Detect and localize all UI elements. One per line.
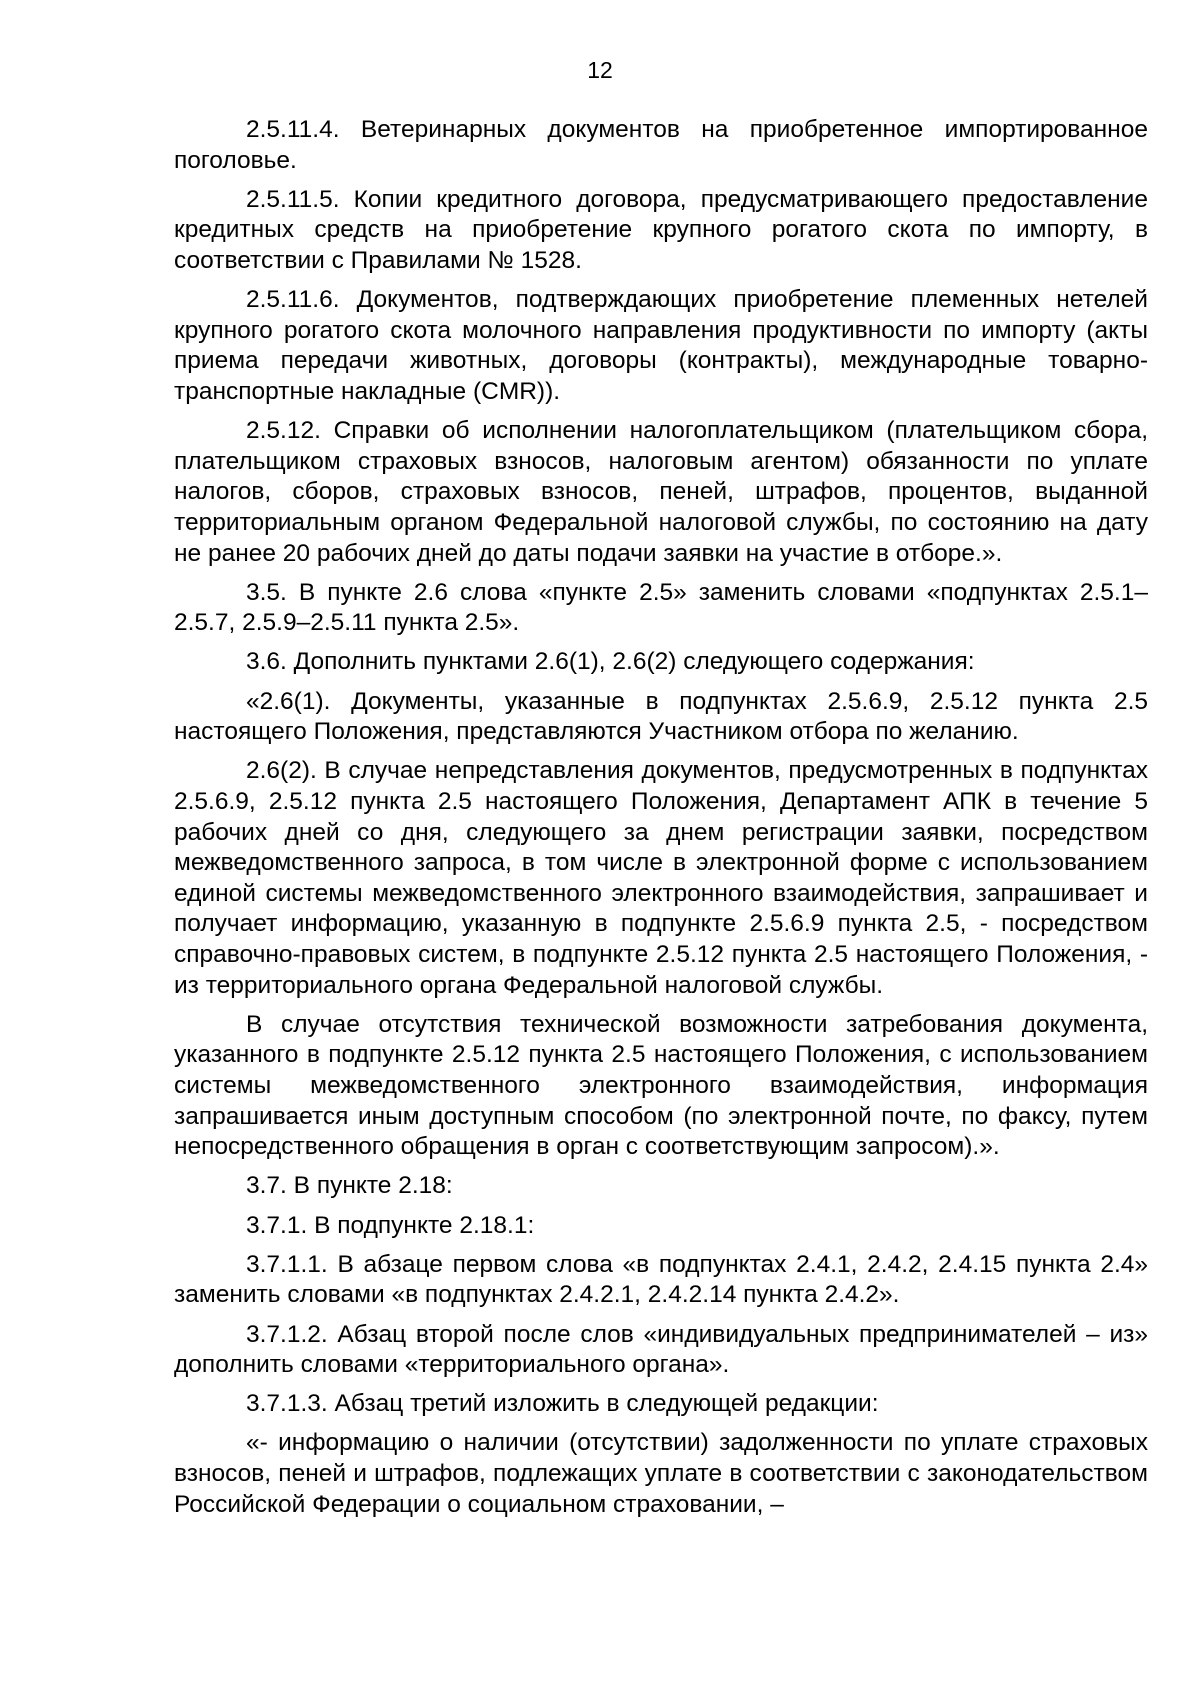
paragraph-2-6-1: «2.6(1). Документы, указанные в подпунктах 2.5.6.9, 2.5.12 пункта 2.5 настоящего Положения, представляются Участником отбора по желанию. bbox=[174, 687, 1148, 746]
paragraph-2-5-12: 2.5.12. Справки об исполнении налогоплательщиком (плательщиком сбора, плательщиком страховых взносов, налоговым агентом) обязанности по уплате налогов, сборов, страховых взносов, пеней, штрафов, процентов, выданной территориальным органом Федеральной налоговой службы, по состоянию на дату не ранее 20 рабочих дней до даты подачи заявки на участие в отборе.». bbox=[174, 417, 1148, 567]
paragraph-3-7-1: 3.7.1. В подпункте 2.18.1: bbox=[246, 1211, 535, 1239]
paragraph-3-6: 3.6. Дополнить пунктами 2.6(1), 2.6(2) следующего содержания: bbox=[246, 648, 975, 676]
paragraph-technical-absence: В случае отсутствия технической возможности затребования документа, указанного в подпункте 2.5.12 пункта 2.5 настоящего Положения, с использованием системы межведомственного электронного взаимодействия, информация запрашивается иным доступным способом (по электронной почте, по факсу, путем непосредственного обращения в орган с соответствующим запросом).». bbox=[174, 1010, 1148, 1161]
paragraph-3-5: 3.5. В пункте 2.6 слова «пункте 2.5» заменить словами «подпунктах 2.5.1–2.5.7, 2.5.9–2.5.11 пункта 2.5». bbox=[174, 578, 1148, 637]
paragraph-2-5-11-6: 2.5.11.6. Документов, подтверждающих приобретение племенных нетелей крупного рогатого скота молочного направления продуктивности по импорту (акты приема передачи животных, договоры (контракты), международные товарно-транспортные накладные (CMR)). bbox=[174, 286, 1148, 405]
paragraph-2-5-11-5: 2.5.11.5. Копии кредитного договора, предусматривающего предоставление кредитных средств на приобретение крупного рогатого скота по импорту, в соответствии с Правилами № 1528. bbox=[174, 185, 1148, 274]
paragraph-2-5-11-4: 2.5.11.4. Ветеринарных документов на приобретенное импортированное поголовье. bbox=[174, 116, 1148, 174]
paragraph-3-7-1-1: 3.7.1.1. В абзаце первом слова «в подпунктах 2.4.1, 2.4.2, 2.4.15 пункта 2.4» заменить словами «в подпунктах 2.4.2.1, 2.4.2.14 пункта 2.4.2». bbox=[174, 1250, 1148, 1309]
paragraph-2-6-2: 2.6(2). В случае непредставления документов, предусмотренных в подпунктах 2.5.6.9, 2.5.12 пункта 2.5 настоящего Положения, Департамент АПК в течение 5 рабочих дней со дня, следующего за днем регистрации заявки, посредством межведомственного запроса, в том числе в электронной форме с использованием единой системы межведомственного электронного взаимодействия, запрашивает и получает информацию, указанную в подпункте 2.5.6.9 пункта 2.5, - посредством справочно-правовых систем, в подпункте 2.5.12 пункта 2.5 настоящего Положения, - из территориального органа Федеральной налоговой службы. bbox=[174, 757, 1148, 999]
paragraph-3-7-1-3: 3.7.1.3. Абзац третий изложить в следующей редакции: bbox=[246, 1390, 879, 1418]
paragraph-3-7-1-2: 3.7.1.2. Абзац второй после слов «индивидуальных предпринимателей – из» дополнить словами «территориального органа». bbox=[174, 1320, 1148, 1379]
paragraph-3-7: 3.7. В пункте 2.18: bbox=[246, 1172, 453, 1200]
paragraph-insurance-debt: «- информацию о наличии (отсутствии) задолженности по уплате страховых взносов, пеней и штрафов, подлежащих уплате в соответствии с законодательством Российской Федерации о социальном страховании, – bbox=[174, 1429, 1148, 1518]
document-body bbox=[174, 115, 1148, 1529]
page-number: 12 bbox=[587, 57, 613, 83]
